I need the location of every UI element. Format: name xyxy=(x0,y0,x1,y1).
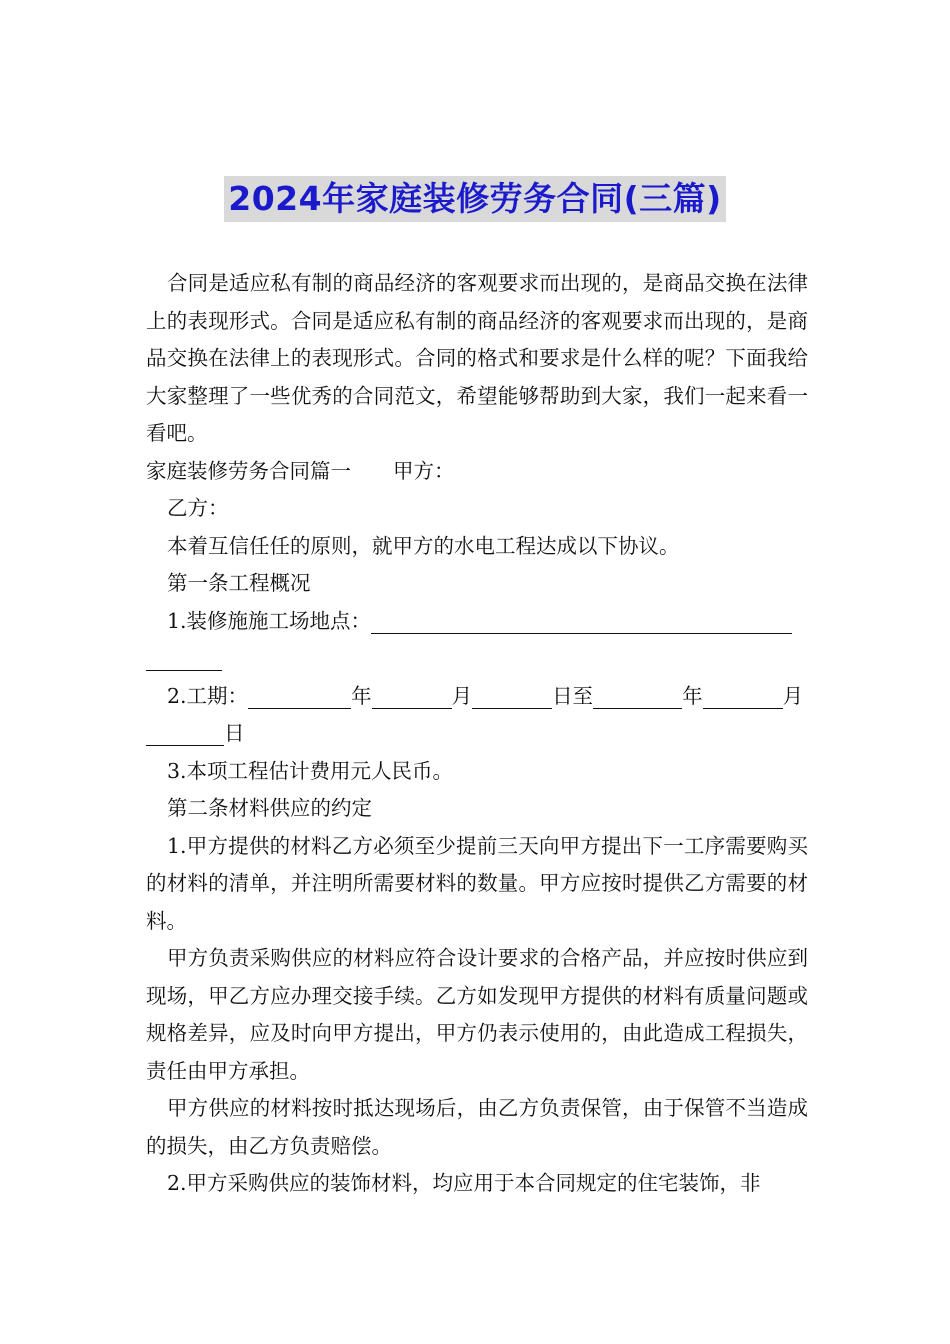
start-day-to-label: 日至 xyxy=(552,683,594,708)
article2-heading: 第二条材料供应的约定 xyxy=(167,796,372,820)
party-b-label: 乙方： xyxy=(167,496,229,520)
article2-paragraph2: 甲方负责采购供应的材料应符合设计要求的合格产品，并应按时供应到现场，甲乙方应办理交接手续。乙方如发现甲方提供的材料有质量问题或规格差异，应及时向甲方提出，甲方仍表示使用的，由此造成工程损失，责任由甲方承担。 xyxy=(146,946,808,1083)
item1-label: 1.装修施施工场地点： xyxy=(167,608,372,633)
preamble: 本着互信任任的原则，就甲方的水电工程达成以下协议。 xyxy=(167,533,680,558)
end-month-blank xyxy=(703,682,783,709)
location-blank-continued xyxy=(146,644,222,671)
section-heading-line xyxy=(146,453,808,491)
article2-item1: 1.甲方提供的材料乙方必须至少提前三天向甲方提出下一工序需要购买的材料的清单，并注明所需要材料的数量。甲方应按时提供乙方需要的材料。 xyxy=(146,833,808,933)
document-body xyxy=(146,265,808,1203)
party-a-label: 甲方： xyxy=(393,458,455,483)
start-year-blank xyxy=(248,682,351,709)
end-year-blank xyxy=(593,682,682,709)
title-wrap xyxy=(0,176,950,222)
start-year-label: 年 xyxy=(351,683,372,708)
article1-item2 xyxy=(146,678,808,753)
end-month-label: 月 xyxy=(782,683,804,708)
article2-item2: 2.甲方采购供应的装饰材料，均应用于本合同规定的住宅装饰，非 xyxy=(167,1171,761,1195)
section-heading: 家庭装修劳务合同篇一 xyxy=(146,458,351,483)
article1-heading: 第一条工程概况 xyxy=(167,571,311,595)
intro-paragraph: 合同是适应私有制的商品经济的客观要求而出现的，是商品交换在法律上的表现形式。合同是适应私有制的商品经济的客观要求而出现的，是商品交换在法律上的表现形式。合同的格式和要求是什么样的呢？下面我给大家整理了一些优秀的合同范文，希望能够帮助到大家，我们一起来看一看吧。 xyxy=(146,271,808,445)
end-year-label: 年 xyxy=(682,683,703,708)
start-month-label: 月 xyxy=(451,683,473,708)
start-month-blank xyxy=(372,682,452,709)
end-day-label: 日 xyxy=(224,721,245,745)
start-day-blank xyxy=(472,682,552,709)
document-title: 2024年家庭装修劳务合同(三篇) xyxy=(224,176,726,222)
article1-item1 xyxy=(146,603,808,678)
location-blank xyxy=(371,607,792,634)
item2-label: 2.工期： xyxy=(167,683,249,708)
article1-item3: 3.本项工程估计费用元人民币。 xyxy=(167,758,454,783)
article2-paragraph3: 甲方供应的材料按时抵达现场后，由乙方负责保管，由于保管不当造成的损失，由乙方负责赔偿。 xyxy=(146,1096,808,1158)
end-day-blank xyxy=(146,719,224,746)
